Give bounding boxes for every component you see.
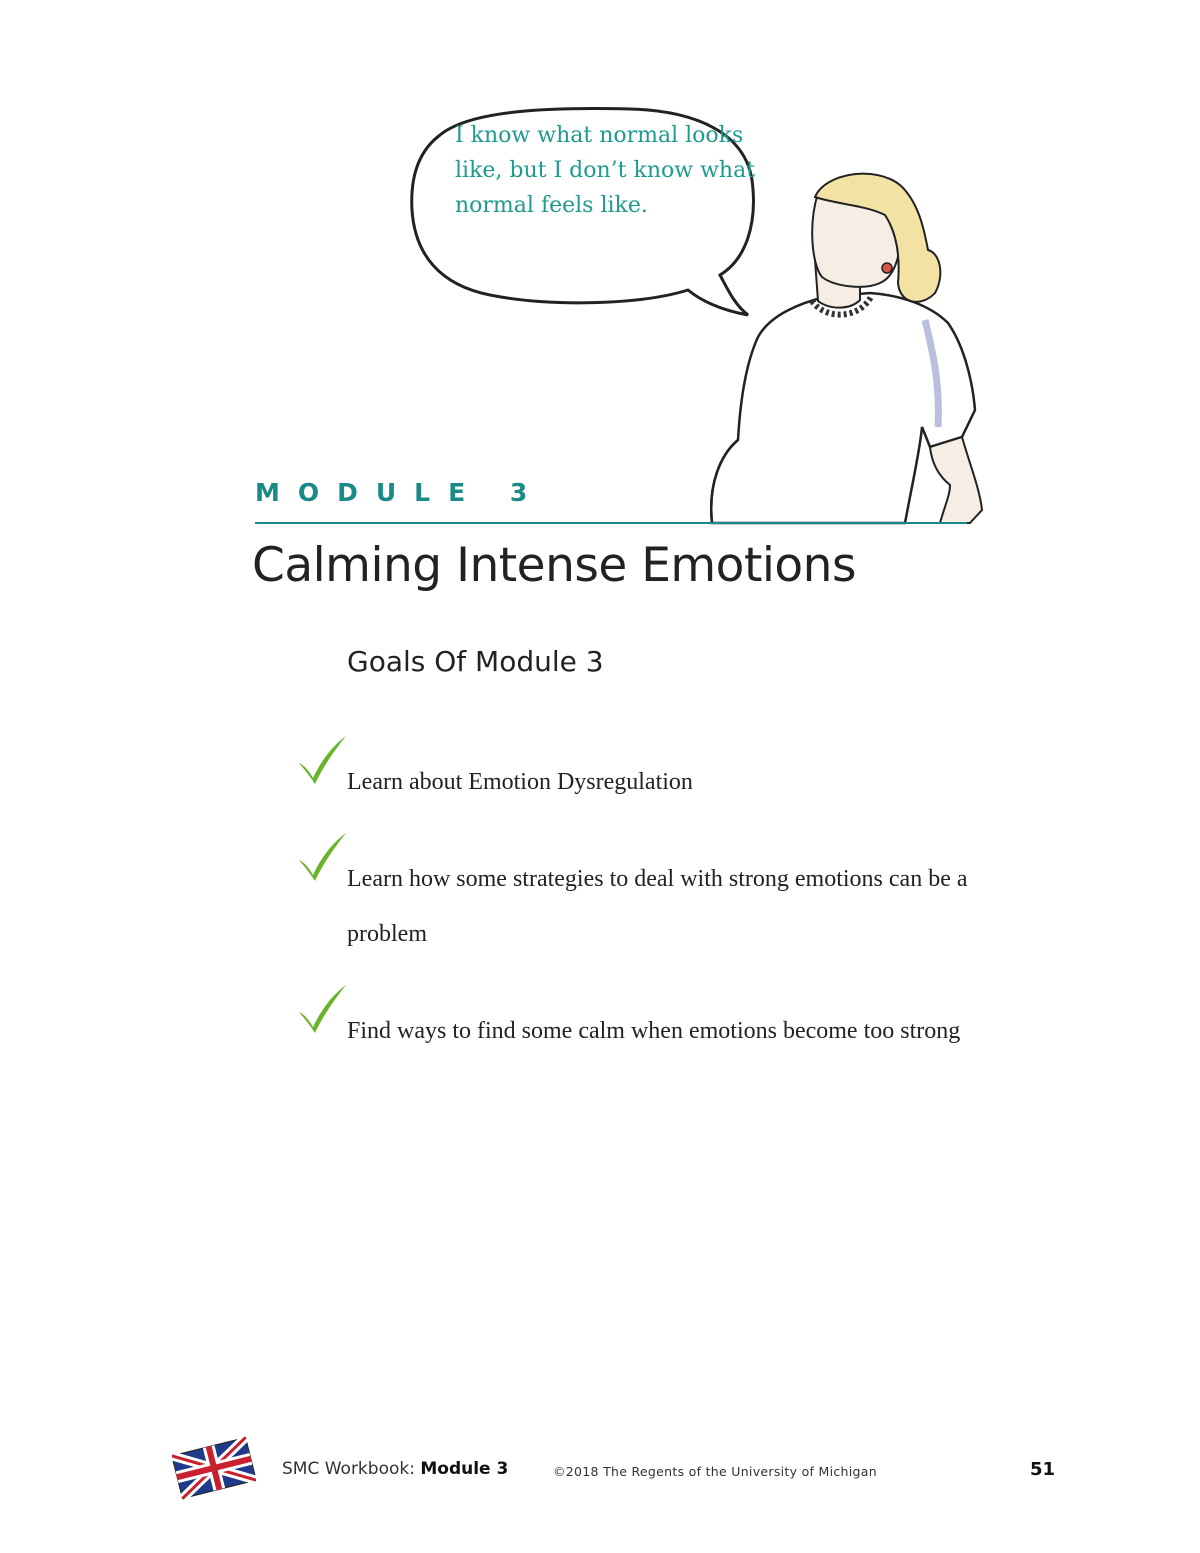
checkmark-icon [296,982,348,1034]
page-number: 51 [1030,1459,1056,1480]
footer-workbook-module: Module 3 [420,1459,509,1479]
checkmark-icon [296,830,348,882]
goals-heading: Goals Of Module 3 [347,645,604,678]
uk-flag-icon [172,1432,256,1504]
module-label: MODULE 3 [255,478,546,507]
speech-bubble-text: I know what normal looks like, but I don’t know what normal feels like. [455,123,756,218]
goal-item-text: Learn about Emotion Dysregulation [347,769,693,795]
checkmark-icon [296,733,348,785]
pregnant-woman-illustration [700,165,985,525]
module-divider [255,522,967,524]
goal-item-text: Learn how some strategies to deal with strong emotions can be a problem [347,866,968,947]
footer-workbook-title [282,1459,508,1479]
module-title: Calming Intense Emotions [252,538,856,593]
goal-item-text: Find ways to find some calm when emotions become too strong [347,1018,961,1044]
footer-copyright: ©2018 The Regents of the University of Michigan [553,1464,877,1479]
footer-workbook-prefix: SMC Workbook: [282,1459,421,1479]
